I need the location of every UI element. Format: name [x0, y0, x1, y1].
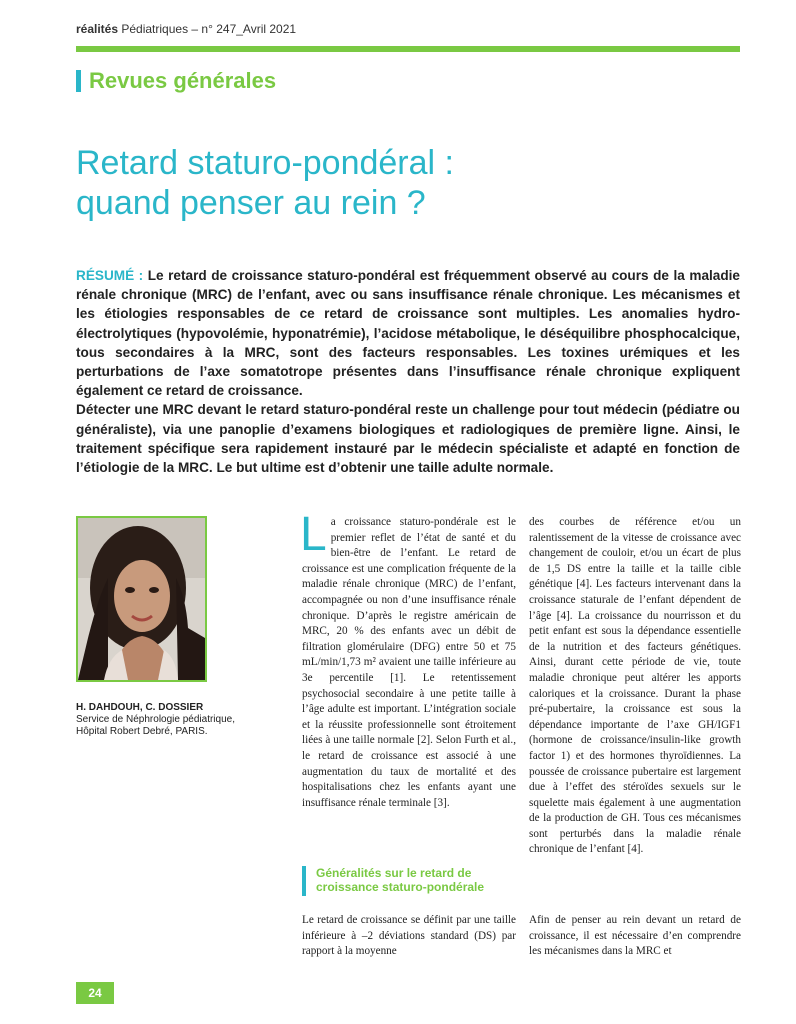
body-text-col2-after: Afin de penser au rein devant un retard de croissance, il est nécessaire d’en comprendre les mécanismes dans la MRC et: [529, 914, 741, 958]
drop-cap: L: [300, 508, 327, 561]
journal-header: [76, 22, 296, 36]
author-block: [76, 702, 235, 738]
body-column-1: [300, 508, 516, 811]
summary-block: [76, 266, 740, 477]
article-title: [76, 143, 636, 223]
summary-label: RÉSUMÉ :: [76, 268, 144, 283]
author-photo: [76, 516, 207, 682]
subheading-marker: [302, 866, 306, 896]
body-text-col1-after: Le retard de croissance se définit par une taille inférieure à –2 déviations standard (DS) par rapport à la moyenne: [302, 914, 516, 958]
body-column-2: [529, 515, 741, 858]
summary-text-1: Le retard de croissance staturo-pondéral est fréquemment observé au cours de la maladie rénale chronique (MRC) de l’enfant, avec ou sans insuffisance rénale chronique. Les mécanismes et les étiologies responsables de ce retard de croissance sont multiples. Les anomalies hydro-électrolytiques (hypovolémie, hyponatrémie), l’acidose métabolique, le déséquilibre phosphocalcique, tous secondaires à la MRC, sont des facteurs responsables. Les toxines urémiques et les perturbations de l’axe somatotrope présentes dans l’insuffisance rénale chronique expliquent également ce retard de croissance.: [76, 268, 740, 399]
author-names: H. DAHDOUH, C. DOSSIER: [76, 702, 204, 713]
subheading-text: Généralités sur le retard de croissance staturo-pondérale: [316, 866, 485, 894]
title-line-1: Retard staturo-pondéral :: [76, 144, 454, 182]
body-text-col1: a croissance staturo-pondérale est le premier reflet de l’état de santé et du bien-être de l’enfant. Le retard de croissance est une complication fréquente de la maladie rénale chronique (MRC) de l’enfant, accompagnée ou non d’une insuffisance rénale chronique. D’après le registre américain de MRC, 20 % des enfants avec un débit de filtration glomérulaire (DFG) entre 50 et 75 mL/min/1,73 m² avaient une taille inférieure au 3e percentile [1]. Le retentissement psychosocial secondaire à une petite taille à l’âge adulte est important. L’intégration sociale et la réussite professionnelle sont étroitement liées à une taille normale [2]. Selon Furth et al., le retard de croissance est associé à une augmentation du taux de mortalité et des hospitalisations chez les enfants ayant une insuffisance rénale terminale [3].: [302, 516, 516, 809]
author-affiliation-2: Hôpital Robert Debré, PARIS.: [76, 726, 208, 737]
page-number: 24: [76, 982, 114, 1004]
body-text-col2: des courbes de référence et/ou un ralentissement de la vitesse de croissance avec changement de couloir, et/ou un écart de plus de 1,5 DS entre la taille et la taille cible génétique [4]. Les facteurs intervenant dans la croissance staturale de l’enfant dépendent de l’âge [4]. La croissance du nourrisson et du petit enfant est sous la dépendance essentielle de la nutrition et des facteurs génétiques. Ainsi, durant cette période de vie, toute maladie chronique peut altérer les apports caloriques et la croissance. Durant la phase pré-pubertaire, la croissance est sous la dépendance importante de l’axe GH/IGF1 (hormone de croissance/insulin-like growth factor 1) et des hormones thyroïdiennes. La poussée de croissance pubertaire est largement due à l’effet des stéroïdes sexuels sur le squelette mais également à une augmentation de la production de GH. Tous ces mécanismes sont perturbés dans la maladie rénale chronique de l’enfant [4].: [529, 516, 741, 856]
section-marker: [76, 70, 81, 92]
issue-info: Pédiatriques – n° 247_Avril 2021: [118, 22, 297, 36]
subheading: [302, 866, 516, 896]
summary-paragraph-1: [76, 266, 740, 400]
header-rule: [76, 46, 740, 52]
body-column-1-continued: [302, 913, 516, 960]
section-label: Revues générales: [89, 68, 277, 93]
summary-paragraph-2: Détecter une MRC devant le retard staturo-pondéral reste un challenge pour tout médecin (pédiatre ou généraliste), via une panoplie d’examens biologiques et radiologiques de première ligne. Ainsi, le traitement spécifique sera rapidement instauré par le médecin spécialiste et adapté en fonction de l’étiologie de la MRC. Le but ultime est d’obtenir une taille adulte normale.: [76, 402, 740, 476]
author-affiliation-1: Service de Néphrologie pédiatrique,: [76, 714, 235, 725]
title-line-2: quand penser au rein ?: [76, 184, 426, 222]
section-tag: [76, 68, 276, 94]
body-column-2-continued: [529, 913, 741, 960]
journal-name: réalités: [76, 22, 119, 36]
